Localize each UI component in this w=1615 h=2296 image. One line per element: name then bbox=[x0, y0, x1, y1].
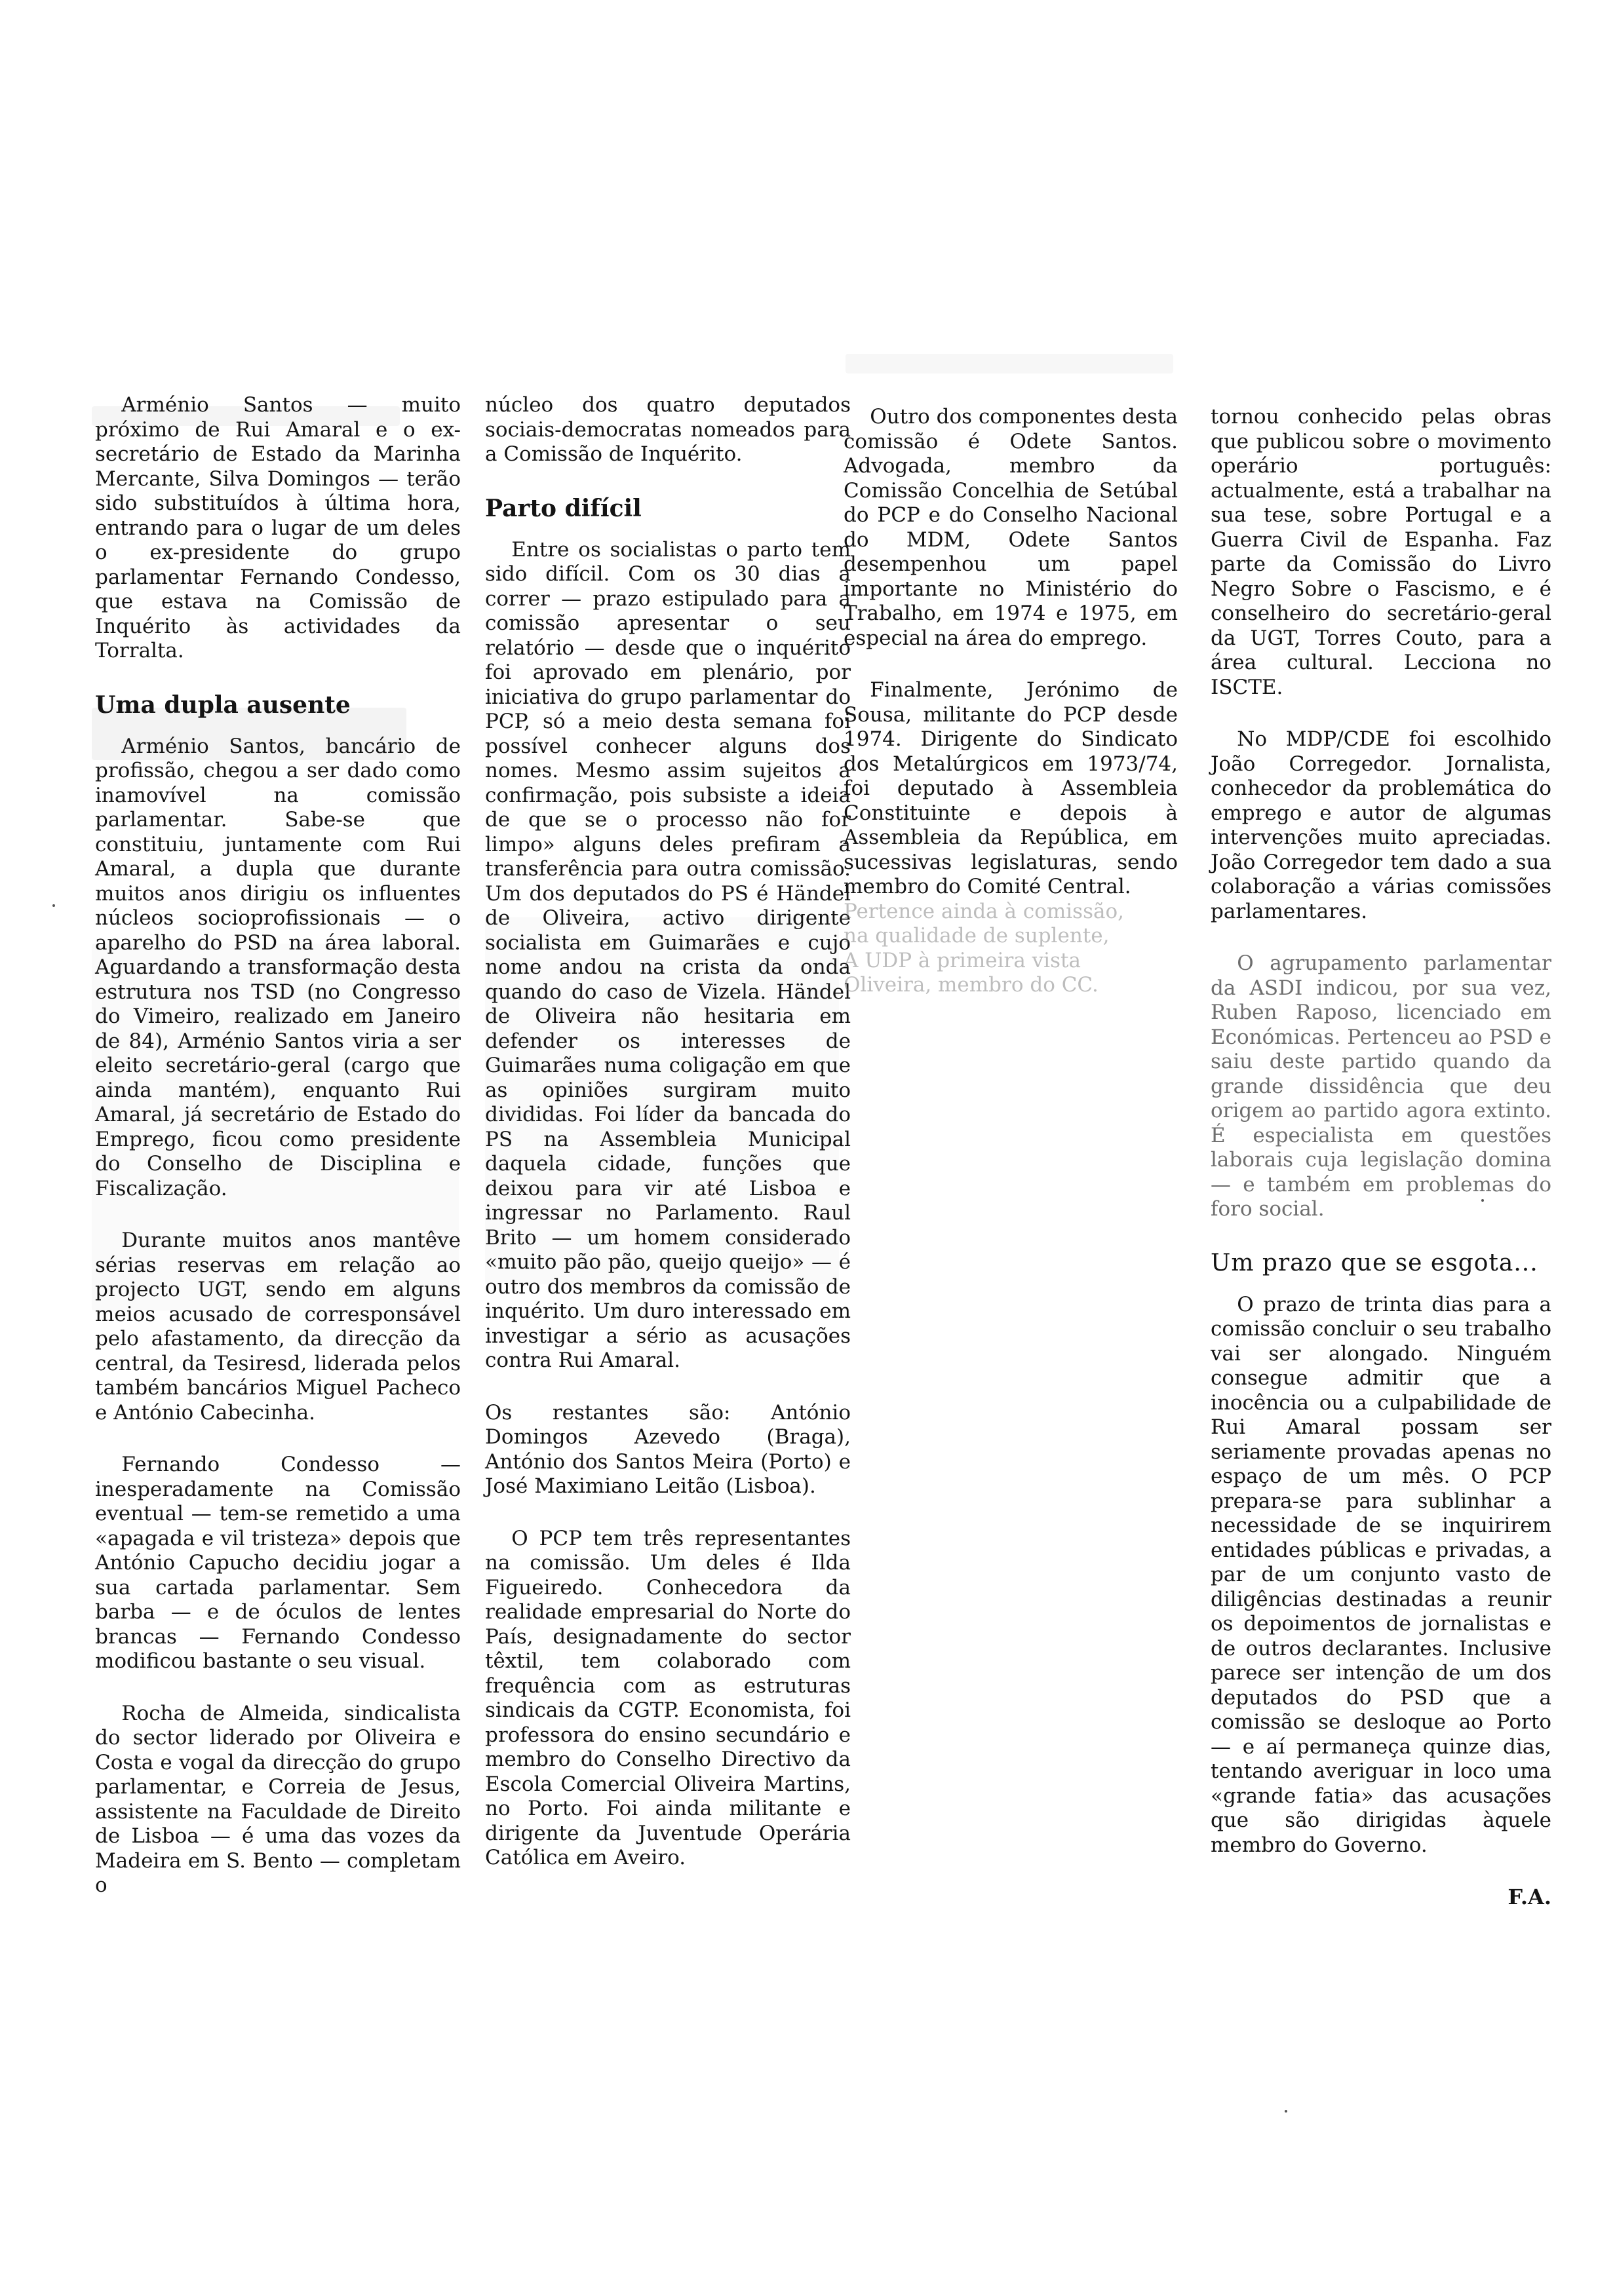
scan-speck bbox=[52, 904, 55, 907]
subheading: Parto difícil bbox=[485, 494, 642, 522]
article-column-4 bbox=[1211, 405, 1551, 1938]
faded-line: Pertence ainda à comissão, bbox=[844, 899, 1124, 923]
article-column-3 bbox=[844, 405, 1178, 998]
article-column-2 bbox=[485, 393, 851, 1898]
paragraph: O prazo de trinta dias para a comissão concluir o seu trabalho vai ser alongado. Ninguém consegue admitir que a inocência ou a culpabilidade de Rui Amaral possam ser seriamente provadas apenas no espaço de um mês. O PCP prepara-se para sublinhar a necessidade de se inquirirem entidades públicas e privadas, a par de um conjunto vasto de diligências destinadas a reunir os depoimentos de jornalistas e de outros declarantes. Inclusive parece ser intenção de um dos deputados do PSD que a comissão se desloque ao Porto — e aí permaneça quinze dias, tentando averiguar in loco uma «grande fatia» das acusações que são dirigidas àquele membro do Governo. bbox=[1211, 1292, 1551, 1857]
paragraph: Arménio Santos — muito próximo de Rui Amaral e o ex-secretário de Estado da Marinha Mercante, Silva Domingos — terão sido substituídos à última hora, entrando para o lugar de um deles o ex-presidente do grupo parlamentar Fernando Condesso, que estava na Comissão de Inquérito às actividades da Torralta. bbox=[95, 393, 461, 662]
scan-smudge bbox=[846, 354, 1173, 373]
paragraph: Finalmente, Jerónimo de Sousa, militante do PCP desde 1974. Dirigente do Sindicato dos Metalúrgicos em 1973/74, foi deputado à Assembleia Constituinte e depois à Assembleia da República, em sucessivas legislaturas, sendo membro do Comité Central. bbox=[844, 678, 1178, 898]
paragraph: Arménio Santos, bancário de profissão, chegou a ser dado como inamovível na comissão parlamentar. Sabe-se que constituiu, juntamente com Rui Amaral, a dupla que durante muitos anos dirigiu os influentes núcleos socioprofissionais — o aparelho do PSD na área laboral. Aguardando a transformação desta estrutura nos TSD (no Congresso do Vimeiro, realizado em Janeiro de 84), Arménio Santos viria a ser eleito secretário-geral (cargo que ainda mantém), enquanto Rui Amaral, já secretário de Estado do Emprego, ficou como presidente do Conselho de Disciplina e Fiscalização. bbox=[95, 734, 461, 1200]
subheading: Uma dupla ausente bbox=[95, 691, 351, 719]
paragraph: No MDP/CDE foi escolhido João Corregedor. Jornalista, conhecedor da problemática do emprego e autor de algumas intervenções muito apreciadas. João Corregedor tem dado a sua colaboração a várias comissões parlamentares. bbox=[1211, 727, 1551, 923]
paragraph: tornou conhecido pelas obras que publicou sobre o movimento operário português: actualmente, está a trabalhar na sua tese, sobre Portugal e a Guerra Civil de Espanha. Faz parte da Comissão do Livro Negro Sobre o Fascismo, e é conselheiro do secretário-geral da UGT, Torres Couto, para a área cultural. Lecciona no ISCTE. bbox=[1211, 405, 1551, 699]
subheading: Um prazo que se esgota... bbox=[1211, 1249, 1538, 1276]
paragraph: Fernando Condesso — inesperadamente na Comissão eventual — tem-se remetido a uma «apagada e vil tristeza» depois que António Capucho decidiu jogar a sua cartada parlamentar. Sem barba — e de óculos de lentes brancas — Fernando Condesso modificou bastante o seu visual. bbox=[95, 1453, 461, 1673]
author-signature: F.A. bbox=[1508, 1885, 1551, 1909]
paragraph: Rocha de Almeida, sindicalista do sector liderado por Oliveira e Costa e vogal da direcção do grupo parlamentar, e Correia de Jesus, assistente na Faculdade de Direito de Lisboa — é uma das vozes da Madeira em S. Bento — completam o bbox=[95, 1701, 461, 1897]
paragraph: O PCP tem três representantes na comissão. Um deles é Ilda Figueiredo. Conhecedora da realidade empresarial do Norte do País, designadamente do sector têxtil, tem colaborado com frequência com as estruturas sindicais da CGTP. Economista, foi professora do ensino secundário e membro do Conselho Directivo da Escola Comercial Oliveira Martins, no Porto. Foi ainda militante e dirigente da Juventude Operária Católica em Aveiro. bbox=[485, 1526, 851, 1869]
faded-line: A UDP à primeira vista bbox=[844, 948, 1081, 972]
faded-line: Oliveira, membro do CC. bbox=[844, 973, 1099, 997]
scan-speck bbox=[1285, 2110, 1287, 2113]
article-column-1 bbox=[95, 393, 461, 1926]
paragraph: núcleo dos quatro deputados sociais-democratas nomeados para a Comissão de Inquérito. bbox=[485, 393, 851, 466]
paragraph: Durante muitos anos mantêve sérias reservas em relação ao projecto UGT, sendo em alguns meios acusado de corresponsável pelo afastamento, da direcção da central, da Tesiresd, liderada pelos também bancários Miguel Pacheco e António Cabecinha. bbox=[95, 1229, 461, 1425]
faded-line: na qualidade de suplente, bbox=[844, 924, 1110, 947]
paragraph: Entre os socialistas o parto tem sido difícil. Com os 30 dias a correr — prazo estipulado para a comissão apresentar o seu relatório — desde que o inquérito foi aprovado em plenário, por iniciativa do grupo parlamentar do PCP, só a meio desta semana foi possível conhecer alguns dos nomes. Mesmo assim sujeitos a confirmação, pois subsiste a ideia de que se o processo não for limpo» alguns deles prefiram a transferência para outra comissão. Um dos deputados do PS é Händel de Oliveira, activo dirigente socialista em Guimarães e cujo nome andou na crista da onda quando do caso de Vizela. Händel de Oliveira não hesitaria em defender os interesses de Guimarães numa coligação em que as opiniões surgiram muito divididas. Foi líder da bancada do PS na Assembleia Municipal daquela cidade, funções que deixou para vir até Lisboa e ingressar no Parlamento. Raul Brito — um homem considerado «muito pão pão, queijo queijo» — é outro dos membros da comissão de inquérito. Um duro interessado em investigar a sério as acusações contra Rui Amaral. bbox=[485, 537, 851, 1372]
paragraph: Outro dos componentes desta comissão é Odete Santos. Advogada, membro da Comissão Concelhia de Setúbal do PCP e do Conselho Nacional do MDM, Odete Santos desempenhou um papel importante no Ministério do Trabalho, em 1974 e 1975, em especial na área do emprego. bbox=[844, 405, 1178, 650]
faded-paragraph: O agrupamento parlamentar da ASDI indicou, por sua vez, Ruben Raposo, licenciado em Económicas. Pertenceu ao PSD e saiu deste partido quando da grande dissidência que deu origem ao partido agora extinto. É especialista em questões laborais cuja legislação domina — e também em problemas do foro social. bbox=[1211, 951, 1551, 1221]
paragraph: Os restantes são: António Domingos Azevedo (Braga), António dos Santos Meira (Porto) e José Maximiano Leitão (Lisboa). bbox=[485, 1400, 851, 1498]
faded-text bbox=[844, 900, 1178, 998]
